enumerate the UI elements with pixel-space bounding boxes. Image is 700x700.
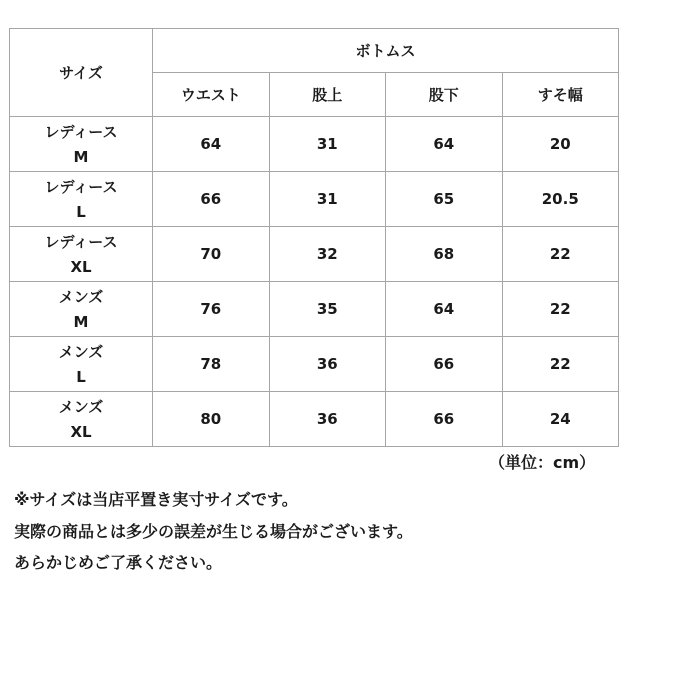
measurement-cell: 31 [269,117,386,172]
note-line: 実際の商品とは多少の誤差が生じる場合がございます。 [14,521,413,541]
table-row [10,117,619,172]
size-code: M [73,147,89,166]
measurement-cell: 66 [153,172,270,227]
measurement-cell: 68 [386,227,503,282]
bottoms-group-header: ボトムス [153,29,619,73]
measurement-cell: 36 [269,392,386,447]
size-column-header: サイズ [10,29,153,117]
size-cell [10,227,153,282]
size-cell [10,117,153,172]
size-name: レディース [44,177,118,196]
measurement-cell: 80 [153,392,270,447]
size-name: レディース [44,232,118,251]
column-header-waist: ウエスト [153,73,270,117]
size-name: メンズ [58,342,104,361]
size-code: M [73,312,89,331]
measurement-cell: 64 [386,282,503,337]
size-code: L [76,367,86,386]
measurement-cell: 76 [153,282,270,337]
measurement-cell: 64 [153,117,270,172]
measurement-cell: 66 [386,392,503,447]
measurement-cell: 20 [502,117,619,172]
measurement-cell: 22 [502,337,619,392]
size-name: レディース [44,122,118,141]
measurement-cell: 22 [502,227,619,282]
size-cell [10,282,153,337]
measurement-cell: 78 [153,337,270,392]
note-line: あらかじめご了承ください。 [14,553,223,572]
column-header-hem-width: すそ幅 [502,73,619,117]
size-code: L [76,202,86,221]
size-cell [10,172,153,227]
measurement-cell: 64 [386,117,503,172]
size-cell [10,337,153,392]
table-row [10,337,619,392]
measurement-cell: 35 [269,282,386,337]
header-row-group [10,29,619,73]
measurement-cell: 65 [386,172,503,227]
measurement-cell: 24 [502,392,619,447]
table-row [10,172,619,227]
size-table [9,28,619,447]
measurement-cell: 36 [269,337,386,392]
measurement-cell: 32 [269,227,386,282]
table-row [10,227,619,282]
notes [14,484,413,579]
column-header-inseam: 股下 [386,73,503,117]
measurement-cell: 70 [153,227,270,282]
measurement-cell: 22 [502,282,619,337]
size-name: メンズ [58,287,104,306]
measurement-cell: 66 [386,337,503,392]
size-code: XL [70,257,92,276]
unit-label: （単位：cm） [489,453,596,472]
size-cell [10,392,153,447]
size-name: メンズ [58,397,104,416]
table-row [10,392,619,447]
measurement-cell: 20.5 [502,172,619,227]
measurement-cell: 31 [269,172,386,227]
column-header-rise: 股上 [269,73,386,117]
size-code: XL [70,422,92,441]
table-row [10,282,619,337]
note-line: ※サイズは当店平置き実寸サイズです。 [14,490,298,509]
